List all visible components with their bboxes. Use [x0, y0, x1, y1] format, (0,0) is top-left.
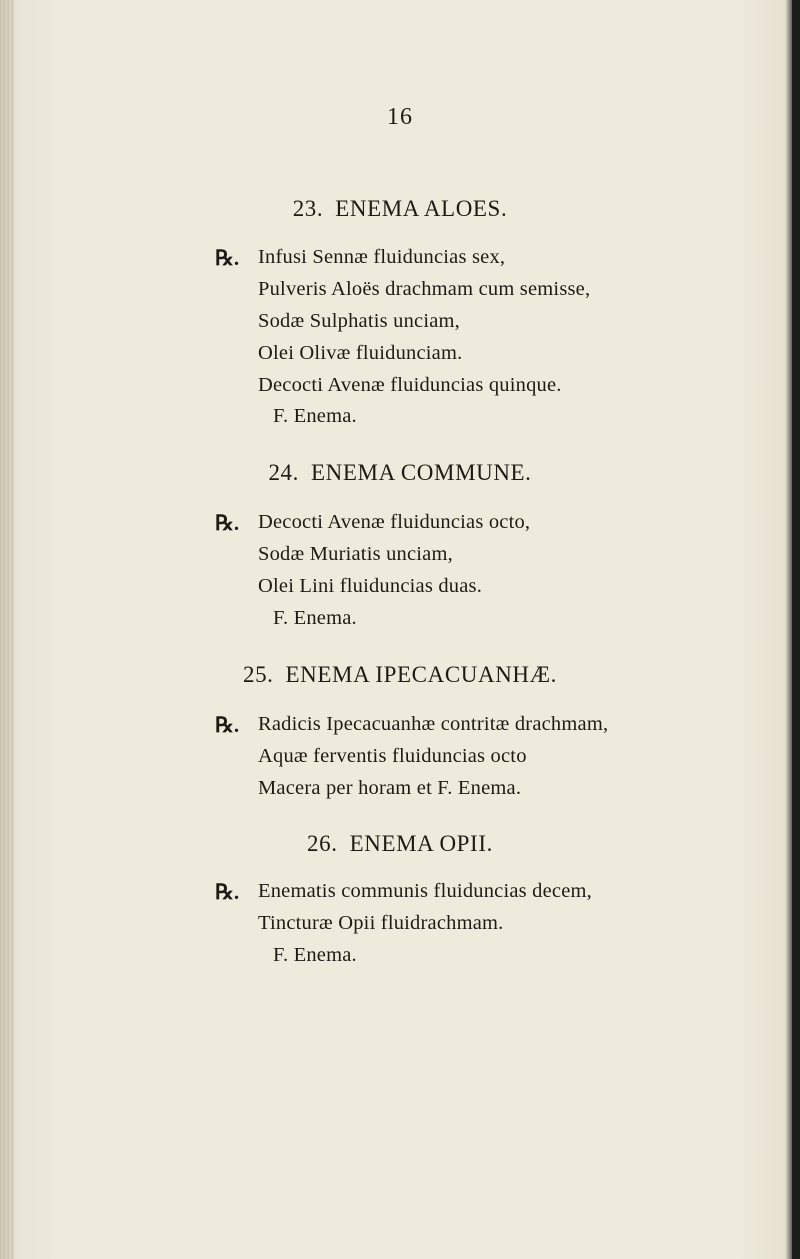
section-number: 25.: [242, 662, 274, 687]
recipe-line: Olei Olivæ fluidunciam.: [258, 342, 463, 364]
section-heading-23: [0, 196, 800, 222]
section-title: ENEMA COMMUNE.: [311, 460, 532, 485]
recipe-line: Pulveris Aloës drachmam cum semisse,: [258, 278, 591, 300]
page-right-edge: [792, 0, 800, 1259]
section-heading-25: [0, 662, 800, 688]
section-number: 23.: [292, 196, 324, 221]
recipe-symbol: ℞.: [215, 246, 240, 270]
recipe-symbol: ℞.: [215, 713, 240, 737]
recipe-line: Tincturæ Opii fluidrachmam.: [258, 912, 504, 934]
section-title: ENEMA IPECACUANHÆ.: [285, 662, 558, 687]
section-heading-24: [0, 460, 800, 486]
section-number: 24.: [268, 460, 300, 485]
recipe-symbol: ℞.: [215, 880, 240, 904]
recipe-line: Decocti Avenæ fluiduncias octo,: [258, 511, 531, 533]
recipe-line: Olei Lini fluiduncias duas.: [258, 575, 483, 597]
recipe-line: Enematis communis fluiduncias decem,: [258, 880, 592, 902]
recipe-line: Infusi Sennæ fluiduncias sex,: [258, 246, 506, 268]
recipe-line: Sodæ Muriatis unciam,: [258, 543, 453, 565]
recipe-line: Macera per horam et F. Enema.: [258, 777, 522, 799]
page-number: 16: [387, 104, 413, 130]
section-title: ENEMA OPII.: [349, 831, 493, 856]
recipe-closing: F. Enema.: [273, 405, 357, 427]
section-title: ENEMA ALOES.: [335, 196, 508, 221]
recipe-line: Radicis Ipecacuanhæ contritæ drachmam,: [258, 713, 609, 735]
page-left-edge: [0, 0, 14, 1259]
section-heading-26: [0, 831, 800, 857]
recipe-symbol: ℞.: [215, 511, 240, 535]
recipe-line: Aquæ ferventis fluiduncias octo: [258, 745, 527, 767]
section-number: 26.: [307, 831, 338, 856]
recipe-closing: F. Enema.: [273, 944, 357, 966]
recipe-line: Decocti Avenæ fluiduncias quinque.: [258, 374, 562, 396]
recipe-closing: F. Enema.: [273, 607, 357, 629]
recipe-line: Sodæ Sulphatis unciam,: [258, 310, 461, 332]
